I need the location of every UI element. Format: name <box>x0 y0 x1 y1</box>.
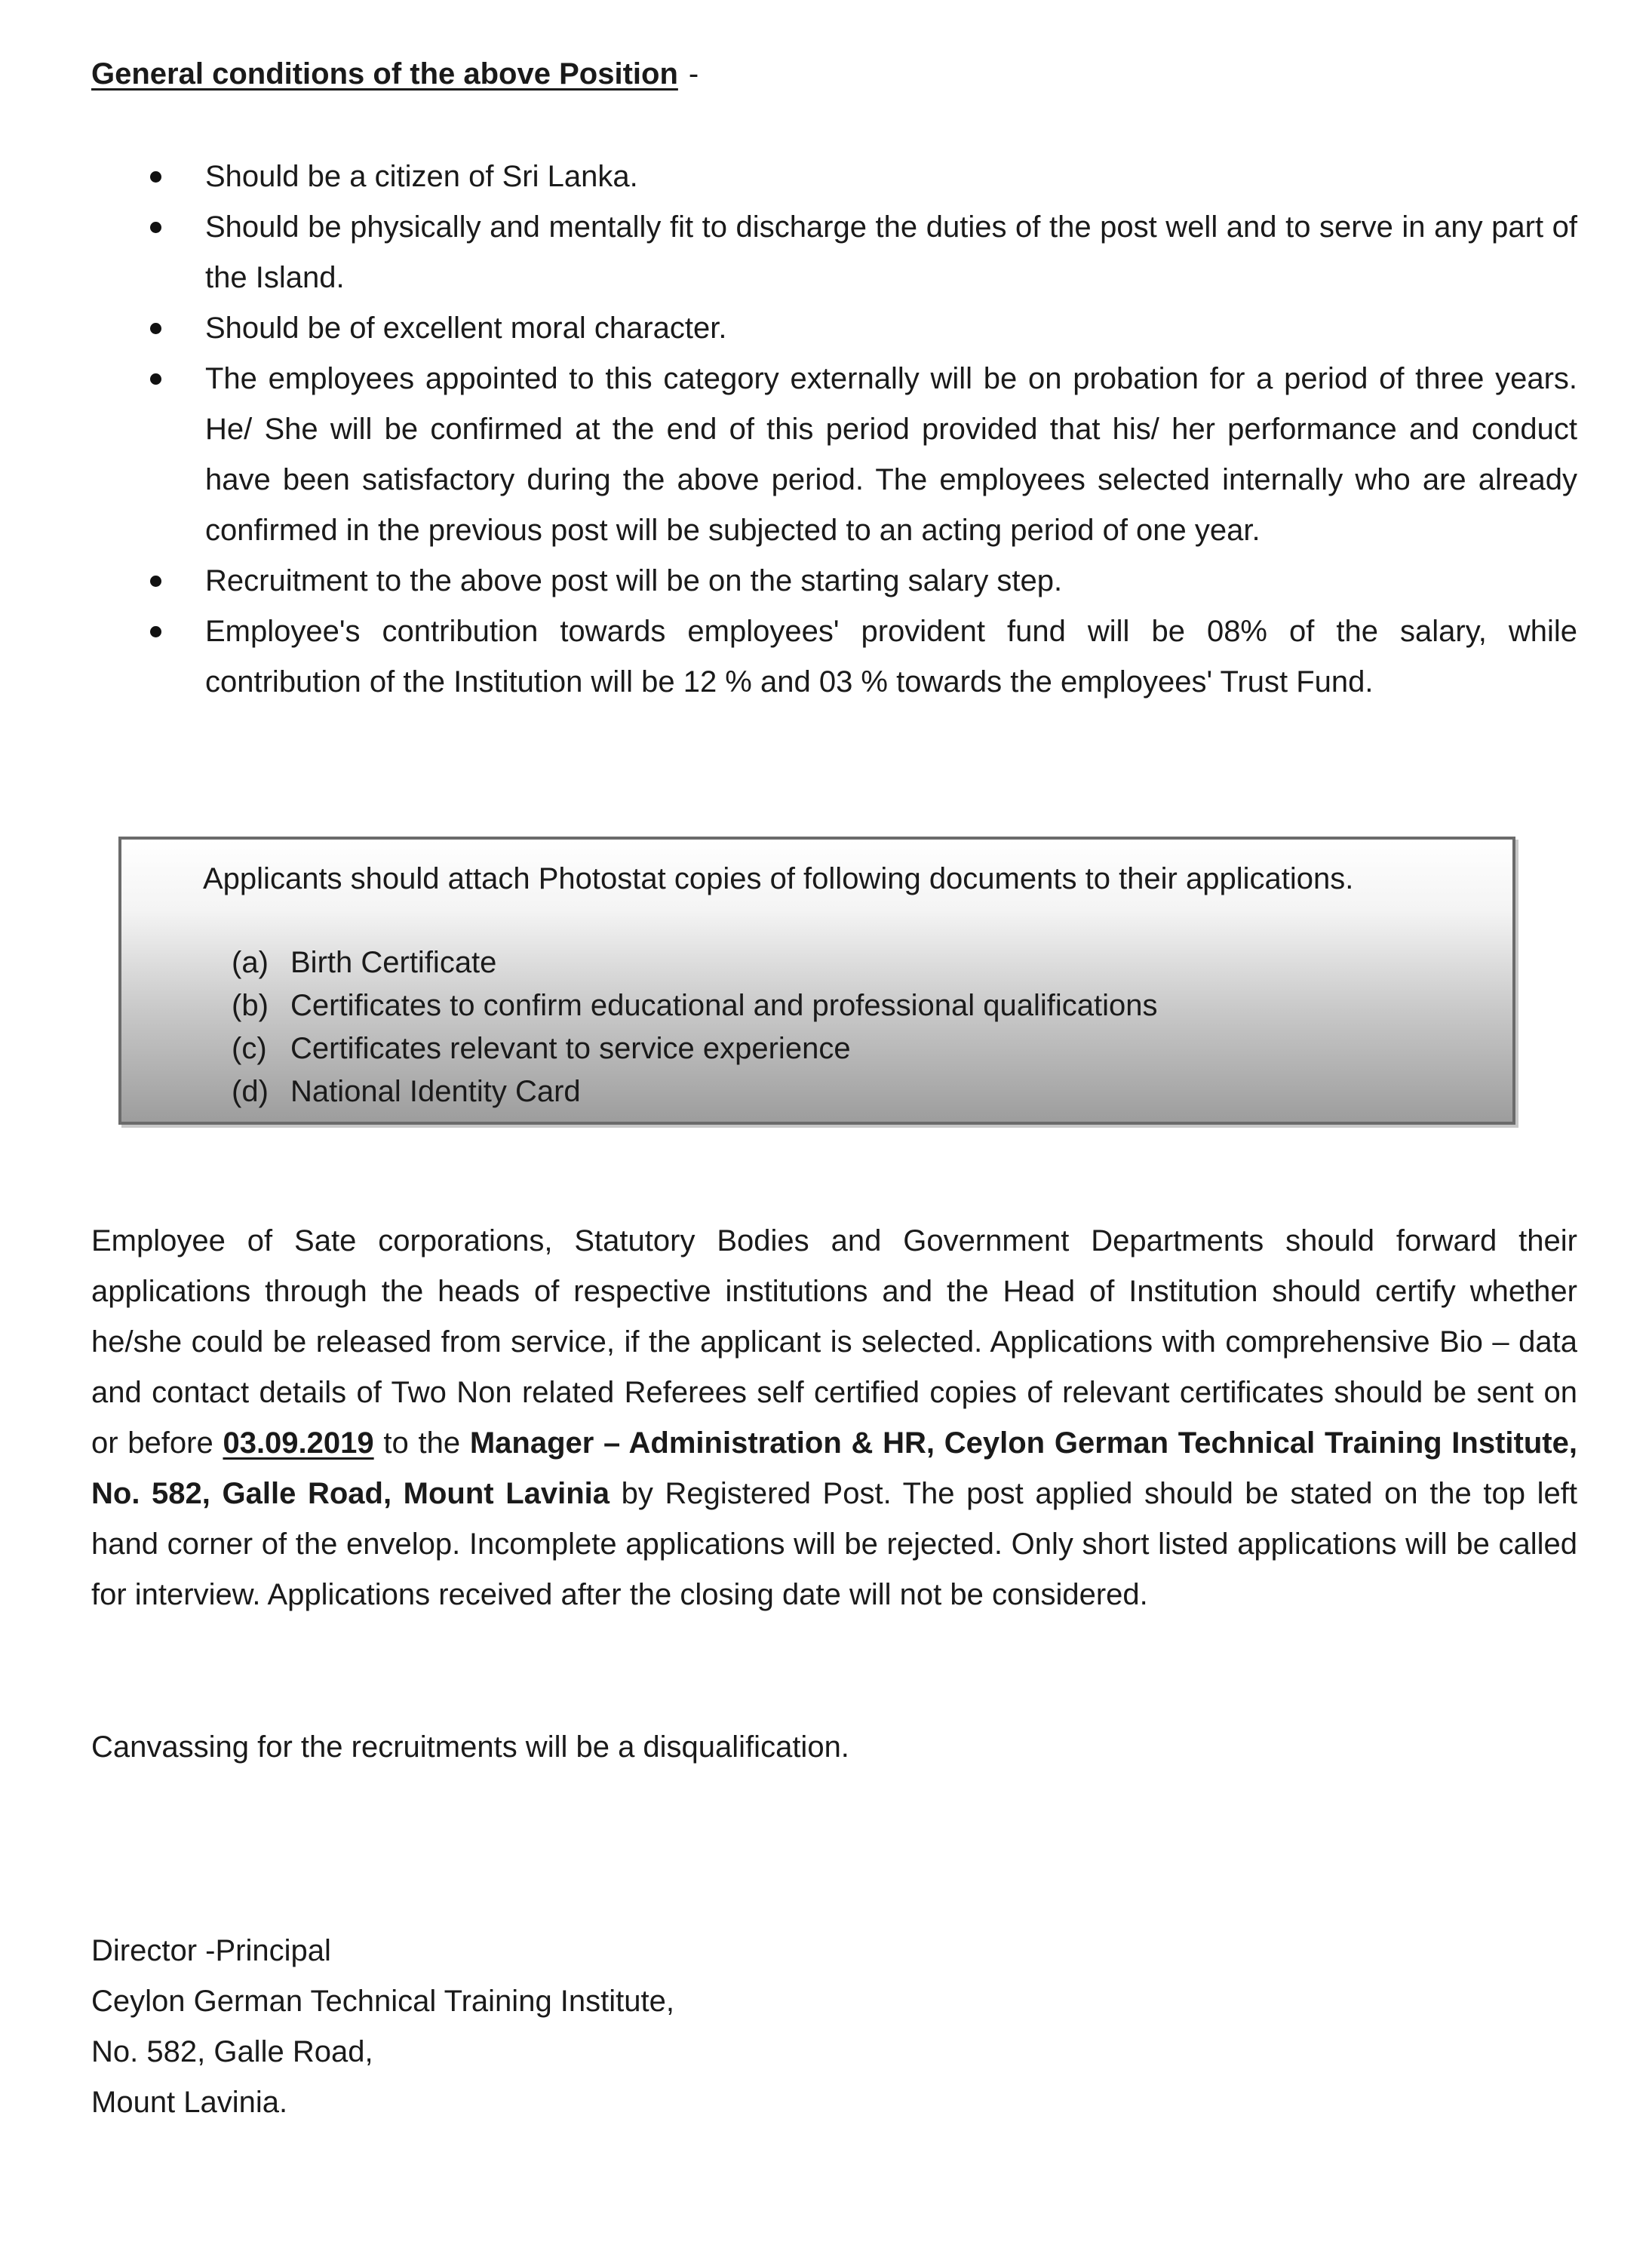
document-item-text: National Identity Card <box>290 1075 581 1108</box>
institute-name: Ceylon German Technical Training Institute, <box>91 1985 674 2018</box>
heading-title: General conditions of the above Position <box>91 57 678 91</box>
condition-item: Recruitment to the above post will be on the starting salary step. <box>91 556 1577 606</box>
bullet-icon <box>150 373 161 385</box>
bullet-icon <box>150 222 161 233</box>
condition-item: Should be a citizen of Sri Lanka. <box>91 152 1577 202</box>
document-item <box>232 1027 1158 1070</box>
signature-block <box>91 1926 674 2128</box>
canvassing-note: Canvassing for the recruitments will be a disqualification. <box>91 1730 849 1764</box>
document-item-text: Birth Certificate <box>290 946 497 979</box>
postal-address: Manager – Administration & HR, Ceylon German Technical Training Institute, No. 582, Galle Road, Mount Lavinia <box>91 1426 1577 1510</box>
document-item-text: Certificates to confirm educational and professional qualifications <box>290 989 1158 1022</box>
bullet-icon <box>150 626 161 637</box>
documents-list <box>232 941 1158 1113</box>
application-instructions: Employee of Sate corporations, Statutory Bodies and Government Departments should forward their applications through the heads of respective institutions and the Head of Institution should certify whether he/she could be released from service, if the applicant is selected. Applications with comprehensive Bio – data and contact details of Two Non related Referees self certified copies of relevant certificates should be sent on or before 03.09.2019 to the Manager – Administration & HR, Ceylon German Technical Training Institute, No. 582, Galle Road, Mount Lavinia by Registered Post. The post applied should be stated on the top left hand corner of the envelop. Incomplete applications will be rejected. Only short listed applications will be called for interview. Applications received after the closing date will not be considered. <box>91 1224 1577 1611</box>
condition-item: Should be physically and mentally fit to discharge the duties of the post well and to serve in any part of the Island. <box>91 202 1577 303</box>
bullet-icon <box>150 323 161 334</box>
section-heading <box>91 51 699 97</box>
document-item <box>232 941 1158 984</box>
documents-intro: Applicants should attach Photostat copies of following documents to their applications. <box>203 862 1354 895</box>
address-street: No. 582, Galle Road, <box>91 2035 373 2068</box>
document-item <box>232 984 1158 1027</box>
document-item-text: Certificates relevant to service experience <box>290 1032 851 1065</box>
bullet-icon <box>150 171 161 183</box>
document-item-marker: (b) <box>232 989 269 1022</box>
address-city: Mount Lavinia. <box>91 2086 288 2119</box>
document-item <box>232 1070 1158 1113</box>
condition-item: Should be of excellent moral character. <box>91 303 1577 354</box>
condition-item: Employee's contribution towards employees' provident fund will be 08% of the salary, while contribution of the Institution will be 12 % and 03 % towards the employees' Trust Fund. <box>91 606 1577 708</box>
conditions-list <box>91 152 1577 708</box>
closing-date: 03.09.2019 <box>223 1426 374 1460</box>
heading-dash: - <box>688 57 699 91</box>
required-documents-box <box>118 837 1515 1125</box>
bullet-icon <box>150 576 161 587</box>
document-item-marker: (c) <box>232 1032 267 1065</box>
condition-item: The employees appointed to this category externally will be on probation for a period of three years. He/ She will be confirmed at the end of this period provided that his/ her performance and conduct have been satisfactory during the above period. The employees selected internally who are already confirmed in the previous post will be subjected to an acting period of one year. <box>91 354 1577 556</box>
document-item-marker: (a) <box>232 946 269 979</box>
signatory-title: Director -Principal <box>91 1934 331 1967</box>
document-item-marker: (d) <box>232 1075 269 1108</box>
